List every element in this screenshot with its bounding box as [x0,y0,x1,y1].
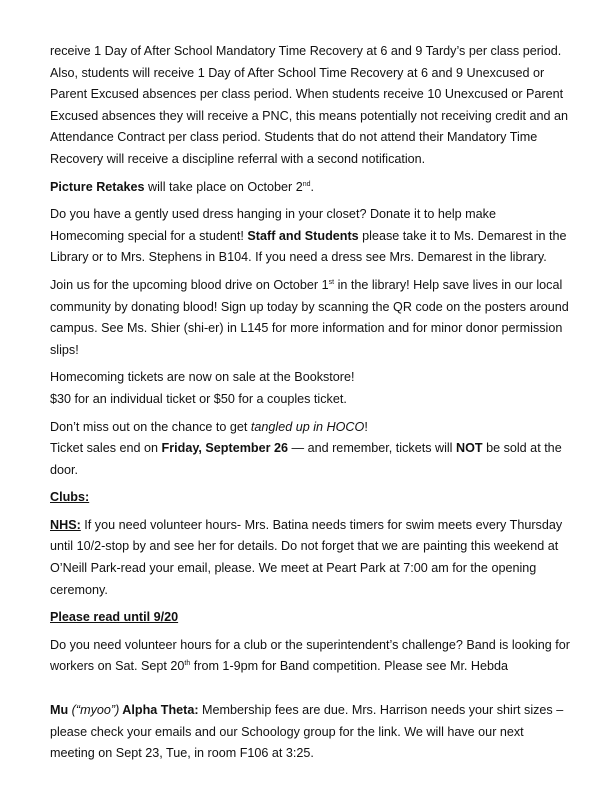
tickets-line-2: $30 for an individual ticket or $50 for a couples ticket. [50,391,347,406]
volunteer-text-1: Do you need volunteer hours for a club or the superintendent’s challenge? Band is looking for workers on Sat. Sept 20 [50,637,570,674]
clubs-heading: Clubs: [50,490,90,505]
volunteer-ordinal: th [184,660,191,668]
nhs-text: If you need volunteer hours- Mrs. Batina needs timers for swim meets every Thursday until 10/2-stop by and see her for details. Do not forget that we are painting this weekend at O’Neill Park-read your email, please. We meet at Peart Park at 7:00 am for the opening ceremony. [50,517,563,597]
picture-retakes-paragraph [50,177,570,199]
volunteer-paragraph [50,635,570,678]
retakes-text: will take place on October 2 [144,179,303,194]
mu-label: Mu [50,703,69,718]
mu-pronunciation: (“myoo”) [68,703,120,718]
hoco-paragraph [50,417,570,482]
tickets-line-1: Homecoming tickets are now on sale at the Bookstore! [50,370,355,385]
blood-ordinal: st [328,278,335,286]
hoco-italic: tangled up in HOCO [250,419,365,434]
dress-bold: Staff and Students [247,228,359,243]
dress-text-1: Do you have a gently used dress hanging in your closet? Donate it to help make Homecoming special for a student! [50,207,496,243]
retakes-label: Picture Retakes [50,179,145,194]
intro-paragraph: receive 1 Day of After School Mandatory Time Recovery at 6 and 9 Tardy’s per class period. Also, students will receive 1 Day of After School Time Recovery at 6 and 9 Unexcused or Parent Excused absences per class period. When students receive 10 Unexcused or Parent Excused absences they will receive a PNC, this means potentially not receiving credit and an Attendance Contract per class period. Students that do not attend their Mandatory Time Recovery will receive a discipline referral with a second notification. [50,44,569,166]
retakes-end: . [310,179,315,194]
hoco-text-2: ! [364,419,368,434]
retakes-ordinal: nd [302,180,311,188]
hoco-text-3: Ticket sales end on [50,441,162,456]
dress-text-2: please take it to Ms. Demarest in the Library or to Mrs. Stephens in B104. If you need a dress see Mrs. Demarest in the library. [50,228,567,265]
nhs-label: NHS: [50,517,81,532]
mu-alpha-theta-paragraph [50,700,570,765]
nhs-paragraph [50,515,570,601]
hoco-text-4: — and remember, tickets will [288,441,456,456]
blood-text-2: in the library! Help save lives in our local community by donating blood! Sign up today by scanning the QR code on the posters around campus. See Ms. Shier (shi-er) in L145 for more information and for minor donor permission slips! [50,277,569,357]
document-page [50,41,570,771]
hoco-date: Friday, September 26 [161,441,289,456]
mu-label-2: Alpha Theta: [119,703,199,718]
hoco-text-1: Don’t miss out on the chance to get [50,419,251,434]
blood-drive-paragraph [50,275,570,361]
blood-text-1: Join us for the upcoming blood drive on October 1 [50,277,329,292]
volunteer-text-2: from 1-9pm for Band competition. Please see Mr. Hebda [190,659,509,674]
hoco-text-5: be sold at the door. [50,441,562,477]
please-read-heading: Please read until 9/20 [50,610,179,625]
homecoming-tickets-paragraph [50,367,570,410]
hoco-not: NOT [455,441,483,456]
dress-donation-paragraph [50,204,570,269]
mu-text: Membership fees are due. Mrs. Harrison needs your shirt sizes – please check your emails and our Schoology group for the link. We will have our next meeting on Sept 23, Tue, in room F106 at 3:25. [50,703,564,761]
